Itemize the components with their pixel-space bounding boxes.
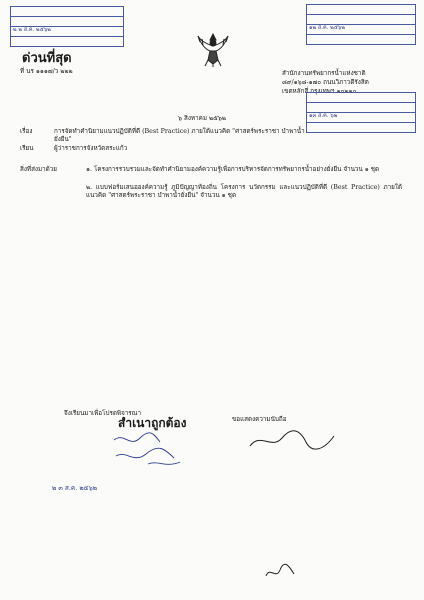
- handwritten-signature-icon: [110, 430, 200, 472]
- closing-line: จึงเรียนมาเพื่อโปรดพิจารณา: [64, 410, 142, 417]
- garuda-emblem-icon: [196, 30, 230, 68]
- enclosures-label: สิ่งที่ส่งมาด้วย: [20, 166, 57, 173]
- recipient: ผู้ว่าราชการจังหวัดสระแก้ว: [54, 145, 128, 152]
- subject-text: การจัดทำคำนิยามแนวปฏิบัติที่ดี (Best Practice) ภายใต้แนวคิด "ศาสตร์พระราชา บำพาน้ำยั่งยืน": [54, 128, 305, 144]
- routing-date: ๒ ๓ ส.ค. ๒๕๖๒: [52, 484, 97, 492]
- respect-line: ขอแสดงความนับถือ: [232, 416, 287, 423]
- sender-address-line-2: เขตหลักสี่ กรุงเทพฯ ๑๐๒๑๐: [282, 88, 357, 95]
- subject-label: เรื่อง: [20, 128, 33, 135]
- stamp-title: [307, 5, 415, 15]
- received-stamp-left: [10, 6, 124, 47]
- stamp-title: [11, 7, 123, 17]
- document-number: ที่ นร ๑๑๑๗/ว ๒๒๒: [20, 68, 73, 75]
- stamp-title: [307, 93, 415, 103]
- enclosure-item-1: ๑. โครงการรวบรวมและจัดทำคำนิยามองค์ความรู้เพื่อการบริหารจัดการทรัพยากรน้ำอย่างยั่งยืน จำนวน ๑ ชุด: [86, 166, 380, 173]
- to-label: เรียน: [20, 145, 34, 152]
- certified-true-copy: สำเนาถูกต้อง: [118, 416, 187, 430]
- sender-org: สำนักงานทรัพยากรน้ำแห่งชาติ: [282, 70, 366, 77]
- signature-icon: [246, 428, 338, 454]
- stamp-date: ๑๒ ส.ค. ๒๕๖๒: [309, 25, 346, 31]
- stamp-date: ๑๓ ส.ค. ๖๒: [309, 113, 338, 119]
- handwritten-mark-icon: [262, 560, 298, 584]
- sender-address-line-1: ๘๙/๑๖๘-๑๗๐ ถนนวิภาวดีรังสิต: [282, 79, 369, 86]
- received-stamp-right-2: [306, 92, 416, 133]
- received-stamp-right: [306, 4, 416, 45]
- stamp-date: ๒ ๒ ส.ค. ๒๕๖๒: [13, 27, 51, 33]
- enclosure-item-2: ๒. แบบฟอร์มเสนอองค์ความรู้ ภูมิปัญญาท้องถิ่น โครงการ นวัตกรรม และแนวปฏิบัติที่ดี (Best Practice) ภายใต้แนวคิด "ศาสตร์พระราชา บำพาน้ำยั่งยืน" จำนวน ๑ ชุด: [86, 184, 402, 200]
- letter-date: ๖ สิงหาคม ๒๕๖๒: [178, 115, 227, 122]
- urgency-label: ด่วนที่สุด: [22, 51, 72, 66]
